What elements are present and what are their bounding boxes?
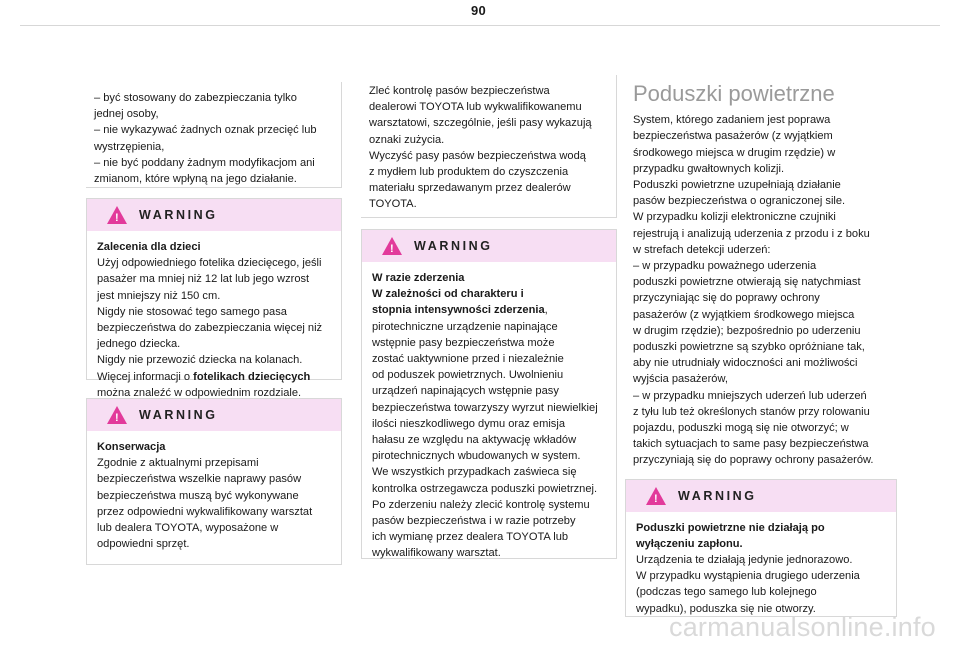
intro-text-block: [86, 82, 342, 188]
text-line: aby nie utrudniały widoczności ani możliwości: [633, 357, 858, 370]
text-line: – nie być poddany żadnym modyfikacjom ani: [94, 156, 315, 169]
text-line: – w przypadku poważnego uderzenia: [633, 260, 817, 273]
text-line: pirotechniczne urządzenie napinające: [372, 320, 558, 333]
text-line: pasażerów (z wyjątkiem środkowego miejsca: [633, 308, 855, 321]
text-line: bezpieczeństwa wszelkie naprawy pasów: [97, 473, 302, 486]
text-line: lub dealera TOYOTA, wyposażone w: [97, 522, 279, 535]
text-line: odpowiedni sprzęt.: [97, 538, 190, 551]
warning-icon: !: [107, 206, 127, 224]
warning-box-maintenance: [86, 398, 342, 565]
text-line: w drugim rzędzie); bezpośrednio po uderzeniu: [633, 324, 861, 337]
text-line: Nigdy nie przewozić dziecka na kolanach.: [97, 354, 303, 367]
text-line: wyjścia pasażerów,: [633, 373, 728, 386]
text-line: ich wymianę przez dealera TOYOTA lub: [372, 531, 569, 544]
warning-box-collision: [361, 229, 617, 559]
page-number: 90: [471, 3, 487, 18]
text-line: TOYOTA.: [369, 198, 417, 211]
top-divider: [20, 25, 940, 26]
text-line: W przypadku wystąpienia drugiego uderzenia: [636, 570, 860, 583]
warning-icon: !: [646, 487, 666, 505]
text-line: warsztatowi, szczególnie, jeśli pasy wykazują: [369, 117, 592, 130]
warning-header: [87, 199, 341, 231]
text-line: urządzeń napinających wstępnie pasy: [372, 385, 559, 398]
text-line: materiału sprzedawanym przez dealerów: [369, 182, 571, 195]
warning-heading: wyłączeniu zapłonu.: [636, 537, 743, 550]
text-line: w strefach detekcji uderzeń:: [633, 243, 771, 256]
text-line: Zgodnie z aktualnymi przepisami: [97, 457, 259, 470]
text-line: oznaki zużycia.: [369, 133, 445, 146]
column-1: [86, 82, 342, 565]
warning-body: [87, 431, 341, 562]
section-body: [633, 112, 891, 468]
text-line: poduszki powietrzne otwierają się natychmiast: [633, 276, 861, 289]
text-line: takich sytuacjach to same pasy bezpieczeństwa: [633, 438, 869, 451]
warning-box-children: [86, 198, 342, 399]
warning-title: WARNING: [139, 207, 218, 222]
text-line: bezpieczeństwa pasażerów (z wyjątkiem: [633, 130, 833, 143]
warning-icon: !: [382, 237, 402, 255]
warning-heading: Poduszki powietrzne nie działają po: [636, 521, 825, 534]
warning-body: [87, 231, 341, 411]
text-line: pasażer ma mniej niż 12 lat lub jego wzrost: [97, 273, 310, 286]
text-line: Zleć kontrolę pasów bezpieczeństwa: [369, 85, 550, 97]
text-line: bezpieczeństwa do zabezpieczania więcej niż: [97, 322, 323, 335]
text-line: wykwalifikowany warsztat.: [372, 547, 501, 560]
section-title: Poduszki powietrzne: [633, 81, 835, 106]
warning-header: [362, 230, 616, 262]
text-line: (podczas tego samego lub kolejnego: [636, 586, 817, 599]
text-line: zmianom, które wpłyną na jego działanie.: [94, 173, 297, 186]
text-line: – być stosowany do zabezpieczania tylko: [94, 92, 297, 104]
text-line: przyczyniając się do poprawy ochrony: [633, 292, 820, 305]
text-line: z mydłem lub produktem do czyszczenia: [369, 166, 569, 179]
text-line: hałasu ze względu na aktywację wkładów: [372, 434, 577, 447]
text-line: W przypadku kolizji elektroniczne czujniki: [633, 211, 836, 224]
warning-title: WARNING: [678, 488, 757, 503]
warning-heading: stopnia intensywności zderzenia,: [372, 304, 548, 317]
text-line: jednej osoby,: [94, 108, 159, 121]
text-line: We wszystkich przypadkach zaświeca się: [372, 466, 577, 479]
text-line: z tyłu lub też określonych stanów przy rolowaniu: [633, 405, 870, 418]
warning-body: [362, 262, 616, 572]
column-2: [361, 75, 617, 559]
text-line: środkowego miejsca w drugim rzędzie) w: [633, 146, 836, 159]
text-line: – w przypadku mniejszych uderzeń lub uderzeń: [633, 389, 867, 402]
column-3: [625, 80, 897, 617]
text-line: jest mniejszy niż 150 cm.: [97, 289, 221, 302]
warning-header: [87, 399, 341, 431]
warning-box-airbags: [625, 479, 897, 617]
text-line: kontrolka ostrzegawcza poduszki powietrznej.: [372, 482, 598, 495]
warning-heading: Zalecenia dla dzieci: [97, 241, 201, 253]
text-line: pasów bezpieczeństwa i w razie potrzeby: [372, 515, 576, 528]
text-line: pirotechnicznych wbudowanych w system.: [372, 450, 581, 463]
intro-text-block: [361, 75, 617, 218]
warning-heading: Konserwacja: [97, 441, 166, 453]
warning-title: WARNING: [139, 407, 218, 422]
text-line: wypadku), poduszka się nie otworzy.: [636, 602, 816, 615]
text-line: przyczyniają się do poprawy ochrony pasażerów.: [633, 454, 874, 467]
text-line: od poduszek powietrznych. Uwolnieniu: [372, 369, 564, 382]
text-line: System, którego zadaniem jest poprawa: [633, 114, 831, 127]
text-line: wystrzępienia,: [94, 140, 165, 153]
text-line: pasów bezpieczeństwa o ograniczonej sile.: [633, 195, 846, 208]
text-line: wstępnie pasy bezpieczeństwa może: [372, 336, 555, 349]
text-line: Po zderzeniu należy zlecić kontrolę systemu: [372, 498, 590, 511]
text-line: ilości nieszkodliwego dymu oraz emisja: [372, 417, 565, 430]
warning-icon: !: [107, 406, 127, 424]
text-line: rejestrują i analizują uderzenia z przodu i z boku: [633, 227, 870, 240]
warning-title: WARNING: [414, 238, 493, 253]
text-line: Nigdy nie stosować tego samego pasa: [97, 305, 287, 318]
text-line: bezpieczeństwa towarzyszy wyrzut niewielkiej: [372, 401, 598, 414]
text-line: – nie wykazywać żadnych oznak przecięć lub: [94, 124, 317, 137]
reference-line: Więcej informacji o fotelikach dziecięcych: [97, 370, 311, 383]
warning-body: [626, 512, 896, 627]
warning-header: [626, 480, 896, 512]
airbags-section: [625, 80, 897, 469]
warning-heading: W zależności od charakteru i: [372, 288, 524, 301]
warning-heading: W razie zderzenia: [372, 272, 465, 284]
text-line: poduszki powietrzne są szybko opróżniane tak,: [633, 341, 865, 354]
text-line: bezpieczeństwa muszą być wykonywane: [97, 489, 299, 502]
text-line: jednego dziecka.: [97, 338, 181, 351]
text-line: Użyj odpowiedniego fotelika dziecięcego, jeśli: [97, 257, 322, 270]
text-line: przez odpowiedni wykwalifikowany warsztat: [97, 505, 313, 518]
text-line: przypadku gwałtownych kolizji.: [633, 162, 785, 175]
text-line: Wyczyść pasy pasów bezpieczeństwa wodą: [369, 149, 586, 162]
text-line: pojazdu, poduszki mogą się nie otworzyć; w: [633, 422, 849, 435]
text-line: Urządzenia te działają jedynie jednorazowo.: [636, 554, 853, 567]
watermark: carmanualsonline.info: [669, 612, 936, 642]
text-line: można znaleźć w odpowiednim rozdziale.: [97, 386, 302, 399]
text-line: zostać uaktywnione przed i niezależnie: [372, 353, 564, 366]
text-line: dealerowi TOYOTA lub wykwalifikowanemu: [369, 101, 582, 114]
text-line: Poduszki powietrzne uzupełniają działanie: [633, 179, 841, 192]
